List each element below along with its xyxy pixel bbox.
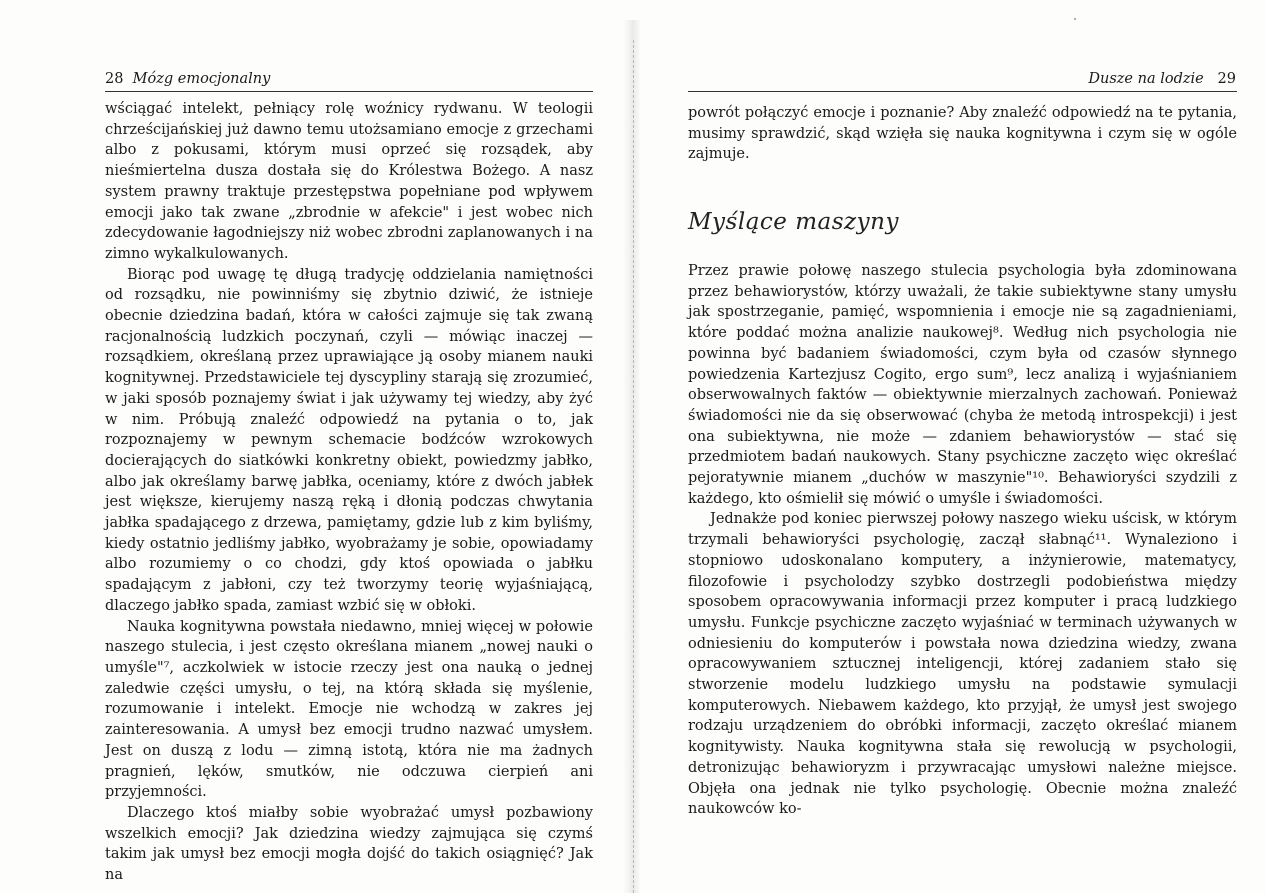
left-paragraph-3: Nauka kognitywna powstała niedawno, mniej więcej w połowie naszego stulecia, i jest często określana mianem „nowej nauki o umyśle"⁷, aczkolwiek w istocie rzeczy jest ona nauką o jednej zaledwie części umysłu, o tej, na którą składa się myślenie, rozumowanie i intelekt. Emocje nie wchodzą w zakres jej zainteresowania. A umysł bez emocji trudno nazwać umysłem. Jest on duszą z lodu — zimną istotą, która nie ma żadnych pragnień, lęków, smutków, nie odczuwa cierpień ani przyjemności. — [105, 618, 593, 801]
right-continuation-text — [688, 103, 1237, 165]
left-running-title: Mózg emocjonalny — [132, 71, 271, 87]
left-page — [0, 0, 624, 893]
right-page — [630, 0, 1266, 893]
left-body-text — [105, 99, 593, 886]
left-header-rule — [105, 91, 593, 92]
right-header-rule — [688, 91, 1237, 92]
right-page-number: 29 — [1217, 71, 1236, 87]
right-running-title: Dusze na lodzie — [1088, 71, 1204, 87]
right-paragraph-2: Jednakże pod koniec pierwszej połowy naszego wieku uścisk, w którym trzymali behawioryści psychologię, zaczął słabnąć¹¹. Wynaleziono i stopniowo udoskonalano komputery, a inżynierowie, matematycy, filozofowie i psycholodzy szybko dostrzegli podobieństwa między sposobem opracowywania informacji przez komputer i pracą ludzkiego umysłu. Funkcje psychiczne zaczęto wyjaśniać w terminach używanych w odniesieniu do komputerów i powstała nowa dziedzina wiedzy, zwana opracowywaniem sztucznej inteligencji, której zadaniem stało się stworzenie modelu ludzkiego umysłu na podstawie symulacji komputerowych. Niebawem każdego, kto przyjął, że umysł jest swojego rodzaju urządzeniem do obróbki informacji, zaczęto określać mianem kognitywisty. Nauka kognitywna stała się rewolucją w psychologii, detronizując behawioryzm i przywracając umysłowi należne miejsce. Objęła ona jednak nie tylko psychologię. Obecnie można znaleźć naukowców ko- — [688, 511, 1237, 818]
left-paragraph-4: Dlaczego ktoś miałby sobie wyobrażać umysł pozbawiony wszelkich emocji? Jak dziedzina wiedzy zajmująca się czymś takim jak umysł bez emocji mogła dojść do takich osiągnięć? Jak na — [105, 804, 593, 884]
left-running-head — [105, 70, 270, 88]
left-paragraph-2: Biorąc pod uwagę tę długą tradycję oddzielania namiętności od rozsądku, nie powinniśmy się zbytnio dziwić, że istnieje obecnie dziedzina badań, która w całości zajmuje się tak zwaną racjonalnością ludzkich poczynań, czyli — mówiąc inaczej — rozsądkiem, określaną przez uprawiające ją osoby mianem nauki kognitywnej. Przedstawiciele tej dyscypliny starają się zrozumieć, w jaki sposób poznajemy świat i jak używamy tej wiedzy, aby żyć w nim. Próbują znaleźć odpowiedź na pytania o to, jak rozpoznajemy w pewnym schemacie bodźców wzrokowych docierających do siatkówki konkretny obiekt, powiedzmy jabłko, albo jak określamy barwę jabłka, oceniamy, które z dwóch jabłek jest większe, kierujemy naszą ręką i dłonią podczas chwytania jabłka spadającego z drzewa, pamiętamy, gdzie lub z kim byliśmy, kiedy ostatnio jedliśmy jabłko, wyobrażamy je sobie, opowiadamy albo rozumiemy o co chodzi, gdy ktoś opowiada o jabłku spadającym z jabłoni, czy też tworzymy teorię wyjaśniającą, dlaczego jabłko spada, zamiast wzbić się w obłoki. — [105, 266, 593, 614]
left-page-number: 28 — [105, 71, 124, 87]
section-heading: Myślące maszyny — [688, 209, 899, 235]
right-paragraph-1: Przez prawie połowę naszego stulecia psychologia była zdominowana przez behawiorystów, którzy uważali, że takie subiektywne stany umysłu jak spostrzeganie, pamięć, wspomnienia i emocje nie są zagadnieniami, które poddać można analizie naukowej⁸. Według nich psychologia nie powinna być badaniem świadomości, czym była od czasów słynnego powiedzenia Kartezjusz Cogito, ergo sum⁹, lecz analizą i wyjaśnianiem obserwowalnych faktów — obiektywnie mierzalnych zachowań. Ponieważ świadomości nie da się obserwować (chyba że metodą introspekcji) i jest ona subiektywna, nie może — zdaniem behawiorystów — stać się przedmiotem badań naukowych. Stany psychiczne zaczęto więc określać pejoratywnie mianem „duchów w maszynie"¹⁰. Behawioryści szydzili z każdego, kto ośmielił się mówić o umyśle i świadomości. — [688, 263, 1237, 507]
scan-speck — [1074, 18, 1076, 20]
right-body-text — [688, 261, 1237, 820]
right-continuation-paragraph: powrót połączyć emocje i poznanie? Aby znaleźć odpowiedź na te pytania, musimy sprawdzić, skąd wzięła się nauka kognitywna i czym się w ogóle zajmuje. — [688, 105, 1237, 163]
right-running-head — [1088, 70, 1236, 88]
left-paragraph-1: wściągać intelekt, pełniący rolę woźnicy rydwanu. W teologii chrześcijańskiej już dawno temu utożsamiano emocje z grzechami albo z pokusami, którym musi oprzeć się rozsądek, aby nieśmiertelna dusza dostała się do Królestwa Bożego. A nasz system prawny traktuje przestępstwa popełniane pod wpływem emocji jako tak zwane „zbrodnie w afekcie" i jest wobec nich zdecydowanie łagodniejszy niż wobec zbrodni zaplanowanych i na zimno wykalkulowanych. — [105, 101, 593, 262]
